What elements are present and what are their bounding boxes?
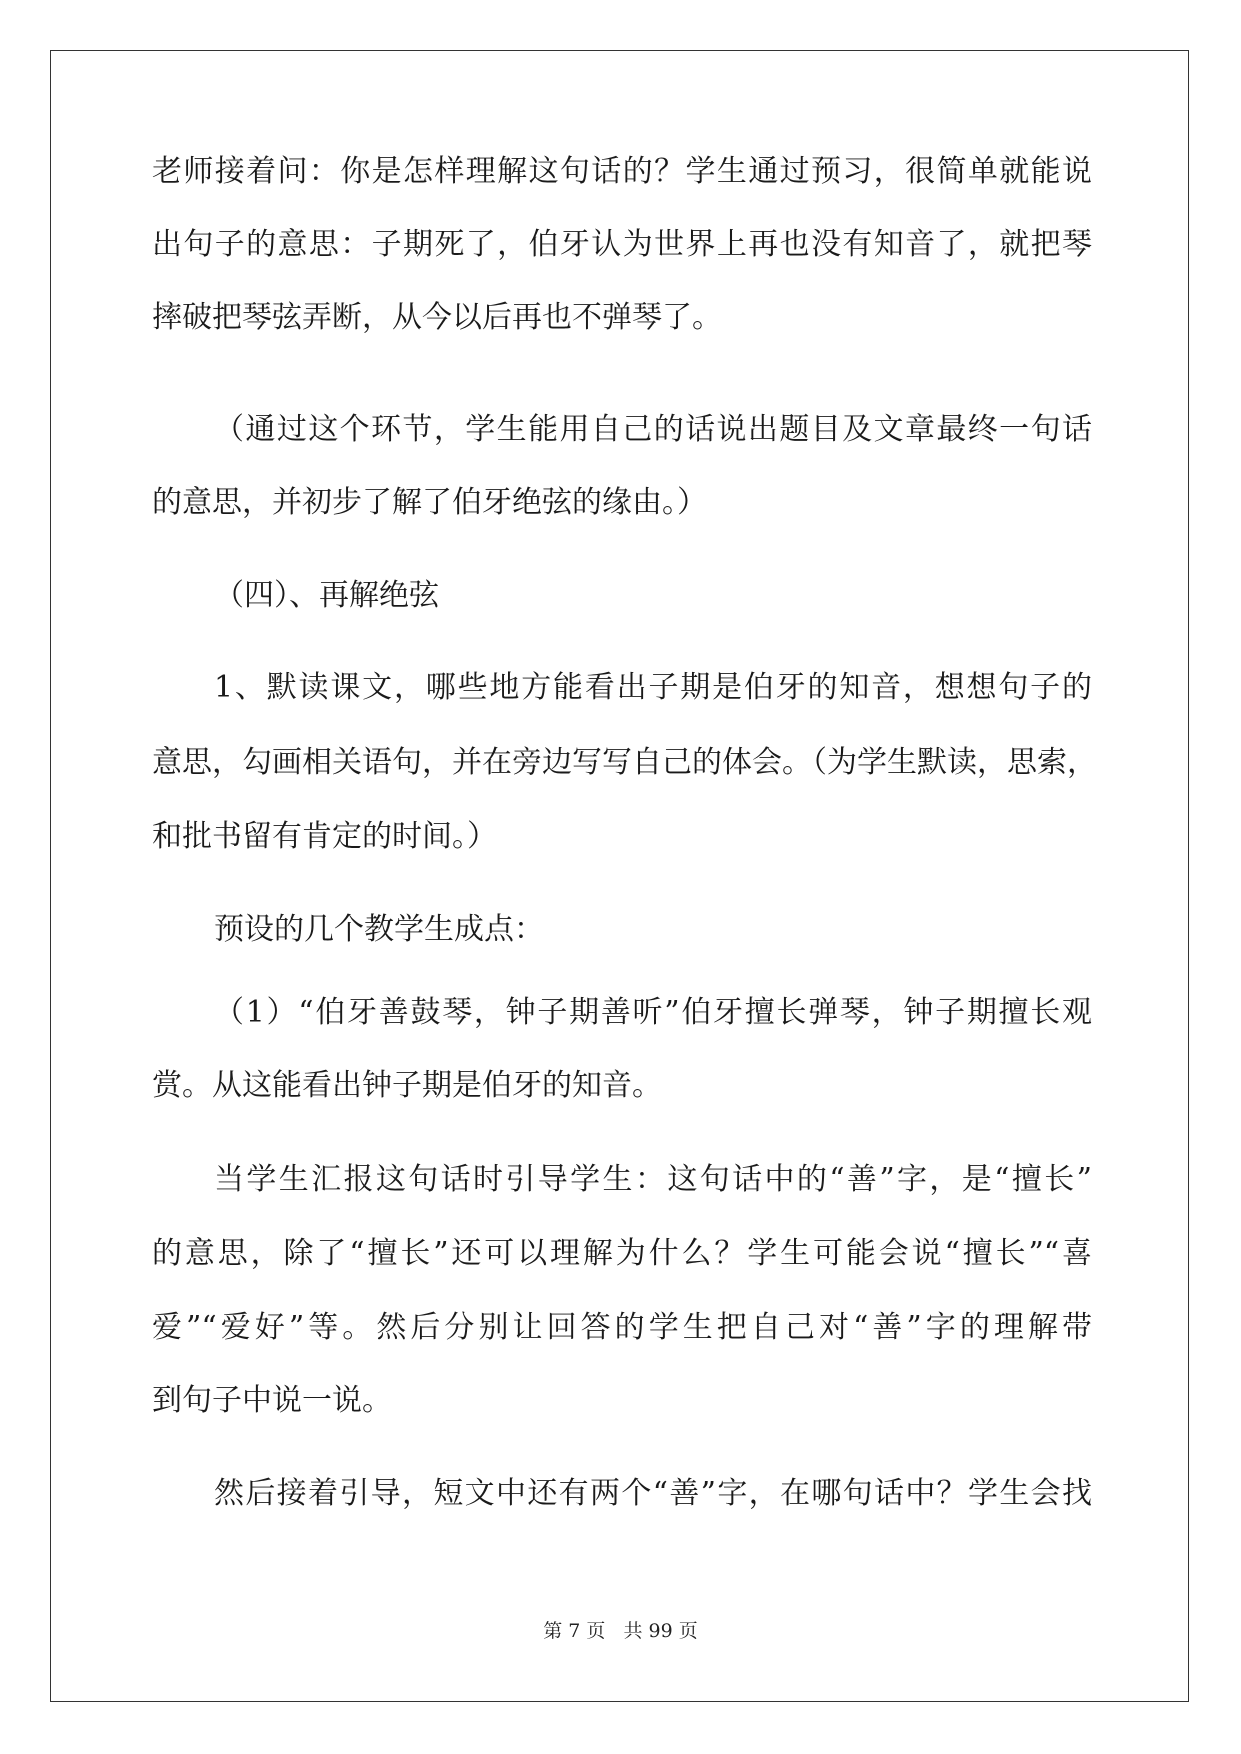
text-line: （通过这个环节，学生能用自己的话说出题目及文章最终一句话: [214, 412, 1092, 447]
page-total: 共 99 页: [623, 1620, 698, 1642]
text-line: 预设的几个教学生成点：: [214, 912, 544, 947]
page-footer: [0, 1616, 1241, 1643]
section-heading: （四）、再解绝弦: [214, 578, 439, 613]
text-line: 当学生汇报这句话时引导学生：这句话中的“善”字，是“擅长”: [214, 1162, 1092, 1197]
text-line: 爱”“爱好”等。然后分别让回答的学生把自己对“善”字的理解带: [152, 1310, 1092, 1345]
text-line: 摔破把琴弦弄断，从今以后再也不弹琴了。: [152, 300, 722, 335]
text-line: 到句子中说一说。: [152, 1383, 392, 1418]
text-line: 然后接着引导，短文中还有两个“善”字，在哪句话中？学生会找: [214, 1476, 1092, 1511]
page-number: 第 7 页: [543, 1620, 606, 1642]
text-line: （1）“伯牙善鼓琴，钟子期善听”伯牙擅长弹琴，钟子期擅长观: [214, 995, 1092, 1030]
text-line: 意思，勾画相关语句，并在旁边写写自己的体会。（为学生默读，思索，: [152, 745, 1097, 780]
text-line: 的意思，除了“擅长”还可以理解为什么？学生可能会说“擅长”“喜: [152, 1236, 1092, 1271]
text-line: 老师接着问：你是怎样理解这句话的？学生通过预习，很简单就能说: [152, 154, 1092, 189]
text-line: 和批书留有肯定的时间。）: [152, 819, 497, 854]
text-line: 1、默读课文，哪些地方能看出子期是伯牙的知音，想想句子的: [214, 670, 1092, 705]
text-line: 的意思，并初步了解了伯牙绝弦的缘由。）: [152, 485, 707, 520]
text-line: 出句子的意思：子期死了，伯牙认为世界上再也没有知音了，就把琴: [152, 227, 1092, 262]
text-line: 赏。从这能看出钟子期是伯牙的知音。: [152, 1068, 662, 1103]
